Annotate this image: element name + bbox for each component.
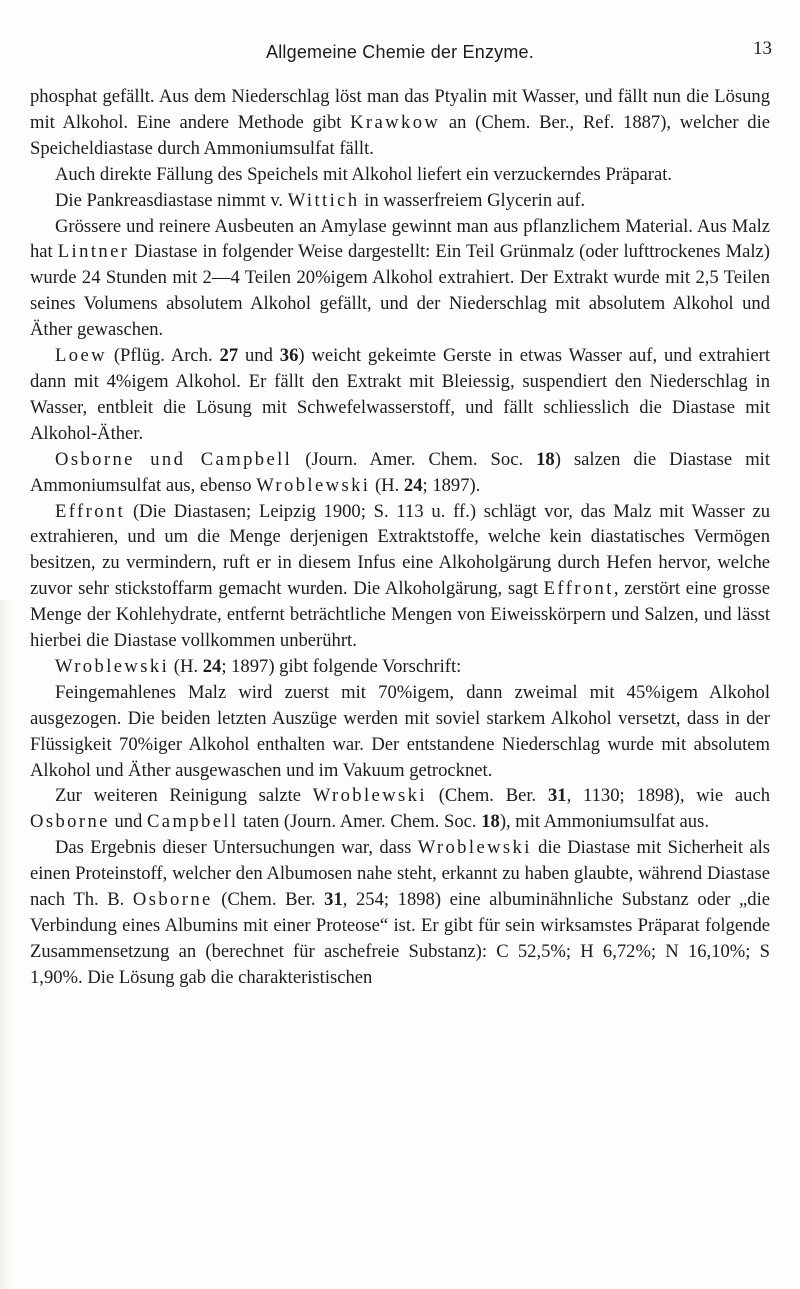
running-head: Allgemeine Chemie der Enzyme. [266,42,534,62]
volume-number: 27 [219,345,239,367]
volume-number: 18 [481,811,500,833]
text-run: Diastase in folgender Weise dargestellt: Ein Teil Grünmalz (oder lufttrockenes Malz) wurde 24 Stunden mit 2—4 Teilen 20%igem Alkohol extrahiert. Der Extrakt wurde mit 2,5 Teilen seines Volumens absolutem Alkohol gefällt, und der Niederschlag mit absolutem Alkohol und Äther gewaschen. [30,241,770,341]
author-name: Wroblewski [256,474,371,496]
paragraph [30,84,770,162]
author-name: Effront [543,578,614,600]
paragraph [30,447,770,499]
paragraph [30,162,770,188]
text-run: taten (Journ. Amer. Chem. Soc. [238,811,482,833]
text-run: ; 1897). [422,474,481,496]
text-run: , 1130; 1898), wie auch [566,785,771,807]
text-run: ) weicht gekeimte Gerste in etwas Wasser auf, und extrahiert dann mit 4%igem Alkohol. Er fällt den Extrakt mit Bleiessig, suspendiert den Niederschlag in Wasser, entbleit die Lösung mit Schwefelwasserstoff, und fällt schliesslich die Diastase mit Alkohol-Äther. [30,345,770,444]
text-run: Feingemahlenes Malz wird zuerst mit 70%igem, dann zweimal mit 45%igem Alkohol ausgezogen. Die beiden letzten Auszüge werden mit soviel starkem Alkohol versetzt, dass in der Flüssigkeit 70%iger Alkohol enthalten war. Der entstandene Niederschlag wurde mit absolutem Alkohol und Äther ausgewaschen und im Vakuum getrocknet. [30,681,770,781]
text-run: Das Ergebnis dieser Untersuchungen war, dass [55,837,418,859]
text-run: an (Chem. Ber., Ref. 1887), welcher die Speicheldiastase durch Ammoniumsulfat fällt. [30,111,770,159]
author-name: Wittich [287,189,360,211]
volume-number: 31 [324,889,343,911]
text-run: , zerstört eine grosse Menge der Kohlehydrate, entfernt beträchtliche Mengen von Eiweisskörpern und Salzen, und lässt hierbei die Diastase vollkommen unberührt. [30,578,771,652]
volume-number: 31 [548,785,567,807]
author-name: Osborne [30,811,110,833]
text-run: (H. [169,655,203,677]
author-name: Lintner [57,241,130,263]
scan-edge-shadow [0,600,14,1289]
text-run: , 254; 1898) eine albuminähnliche Substanz oder „die Verbindung eines Albumins mit einer Proteose“ ist. Er gibt für sein wirksamstes Präparat folgende Zusammensetzung an (berechnet für aschefreie Substanz): C 52,5%; H 6,72%; N 16,10%; S 1,90%. Die Lösung gab die charakteristischen [30,889,770,988]
text-run: die Diastase mit Sicherheit als einen Proteinstoff, welcher den Albumosen nahe steht, erkannt zu haben glaubte, während Diastase nach Th. B. [30,837,770,911]
text-run: in wasserfreiem Glycerin auf. [359,189,586,211]
text-run: (H. [370,474,404,496]
paragraph [30,188,770,214]
text-run: ) salzen die Diastase mit Ammoniumsulfat aus, ebenso [30,448,771,496]
text-run: Auch direkte Fällung des Speichels mit Alkohol liefert ein verzuckerndes Präparat. [55,163,673,185]
text-run: (Chem. Ber. [426,785,548,807]
volume-number: 36 [279,345,299,367]
author-name: Wroblewski [312,785,427,807]
text-run: und [109,811,147,833]
text-run: phosphat gefällt. Aus dem Niederschlag löst man das Ptyalin mit Wasser, und fällt nun die Lösung mit Alkohol. Eine andere Methode gibt [30,86,770,133]
page-number: 13 [753,38,772,59]
text-run: (Journ. Amer. Chem. Soc. [292,448,537,470]
volume-number: 24 [403,474,423,496]
text-run: (Pflüg. Arch. [106,345,220,367]
paragraph [30,343,770,447]
author-name: Loew [55,345,107,367]
body-text [30,84,770,991]
author-name: Effront [55,500,126,522]
author-name: Campbell [147,811,239,833]
author-name: Osborne [132,889,213,911]
text-run: ), mit Ammoniumsulfat aus. [499,811,709,833]
text-run: Die Pankreasdiastase nimmt v. [55,189,288,211]
text-run: (Die Diastasen; Leipzig 1900; S. 113 u. ff.) schlägt vor, das Malz mit Wasser zu extrahieren, und um die Menge derjenigen Extraktstoffe, welche kein diastatisches Vermögen besitzen, zu vermindern, ruft er in diesem Infus eine Alkoholgärung durch Hefen hervor, welche zuvor sehr stickstoffarm gemacht wurden. Die Alkoholgärung, sagt [30,500,770,600]
volume-number: 24 [202,655,222,677]
paragraph [30,835,770,990]
volume-number: 18 [536,448,555,470]
text-run: Grössere und reinere Ausbeuten an Amylase gewinnt man aus pflanzlichem Material. Aus Malz hat [30,215,770,263]
author-name: Wroblewski [417,837,532,859]
paragraph [30,499,770,654]
text-run: ; 1897) gibt folgende Vorschrift: [221,655,462,677]
paragraph [30,214,770,344]
paragraph [30,654,770,680]
paragraph [30,783,770,835]
author-name: Wroblewski [55,655,170,677]
author-name: Osborne und Campbell [55,448,293,470]
text-run: und [238,345,280,367]
text-run: (Chem. Ber. [212,889,325,911]
author-name: Krawkow [350,111,441,133]
text-run: Zur weiteren Reinigung salzte [55,785,313,807]
page-header [0,38,800,68]
paragraph [30,680,770,784]
